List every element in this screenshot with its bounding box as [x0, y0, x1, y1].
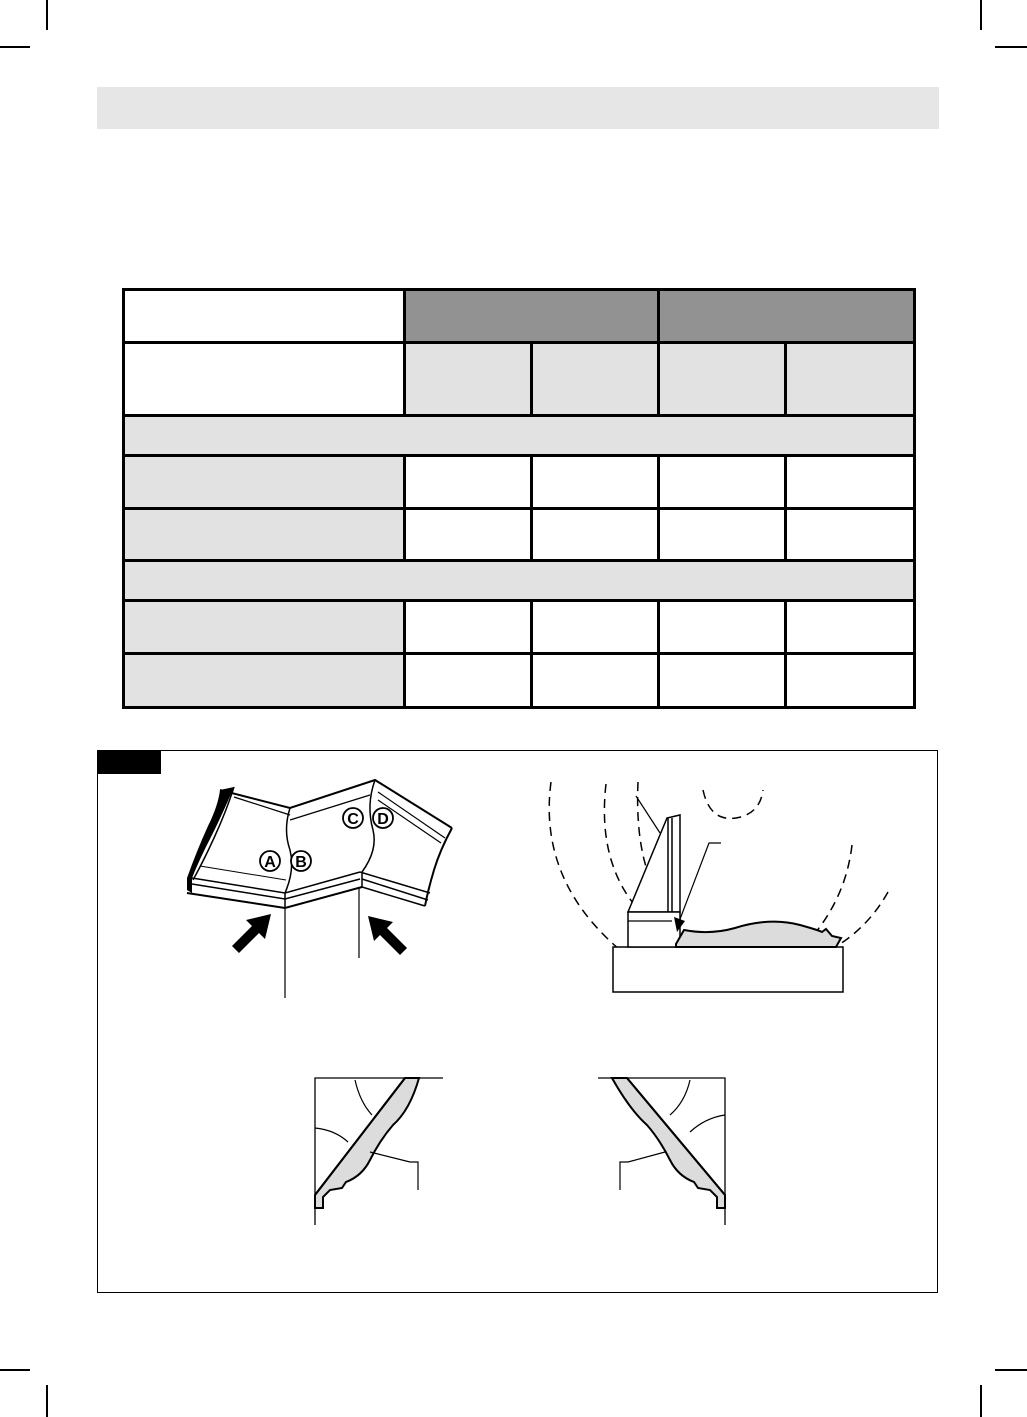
arrow-icon	[368, 916, 407, 955]
crop-mark	[995, 1369, 1027, 1371]
miter-bevel-table	[122, 288, 916, 709]
crop-mark	[46, 0, 48, 30]
figure-number-tab	[97, 750, 161, 774]
crop-mark	[980, 1385, 982, 1417]
crop-mark	[0, 46, 30, 48]
section-header-band	[97, 87, 939, 129]
molding-profile-left-illustration	[310, 1075, 450, 1230]
table-value-cell	[659, 509, 786, 561]
crop-mark	[980, 0, 982, 30]
table-section-cell	[124, 416, 915, 456]
label-d: D	[377, 811, 389, 828]
table-value-cell	[405, 654, 532, 708]
table-row	[124, 456, 915, 509]
table-row	[124, 509, 915, 561]
table-corner-cell	[124, 290, 405, 343]
table-header-group	[659, 290, 915, 343]
table-label-cell	[124, 509, 405, 561]
table-row	[124, 290, 915, 343]
table-value-cell	[405, 456, 532, 509]
table-section-row	[124, 561, 915, 601]
table-row	[124, 343, 915, 416]
table-value-cell	[786, 601, 915, 654]
crop-mark	[46, 1385, 48, 1417]
table-subheader-cell	[786, 343, 915, 416]
table-subheader-cell	[659, 343, 786, 416]
table-value-cell	[532, 456, 659, 509]
table-section-row	[124, 416, 915, 456]
table-value-cell	[532, 509, 659, 561]
table-value-cell	[532, 654, 659, 708]
table-value-cell	[405, 601, 532, 654]
table-section-cell	[124, 561, 915, 601]
crop-mark	[0, 1369, 30, 1371]
table-value-cell	[405, 509, 532, 561]
label-b: B	[295, 854, 307, 871]
table-value-cell	[532, 601, 659, 654]
table-value-cell	[786, 654, 915, 708]
table-value-cell	[659, 601, 786, 654]
table-label-cell	[124, 654, 405, 708]
table-value-cell	[659, 456, 786, 509]
table-subheader-cell	[532, 343, 659, 416]
molding-profile-right-illustration	[595, 1075, 735, 1230]
table-label-cell	[124, 601, 405, 654]
table-header-group	[405, 290, 659, 343]
table-value-cell	[786, 509, 915, 561]
table-row	[124, 654, 915, 708]
saw-fence-cross-section-illustration	[545, 780, 890, 995]
label-c: C	[347, 811, 359, 828]
table-row	[124, 601, 915, 654]
table-value-cell	[659, 654, 786, 708]
crop-mark	[995, 46, 1027, 48]
table-label-cell	[124, 343, 405, 416]
arrow-icon	[232, 914, 271, 953]
label-a: A	[264, 854, 276, 871]
table-label-cell	[124, 456, 405, 509]
table-subheader-cell	[405, 343, 532, 416]
crown-molding-corner-illustration	[180, 775, 470, 1005]
table-value-cell	[786, 456, 915, 509]
